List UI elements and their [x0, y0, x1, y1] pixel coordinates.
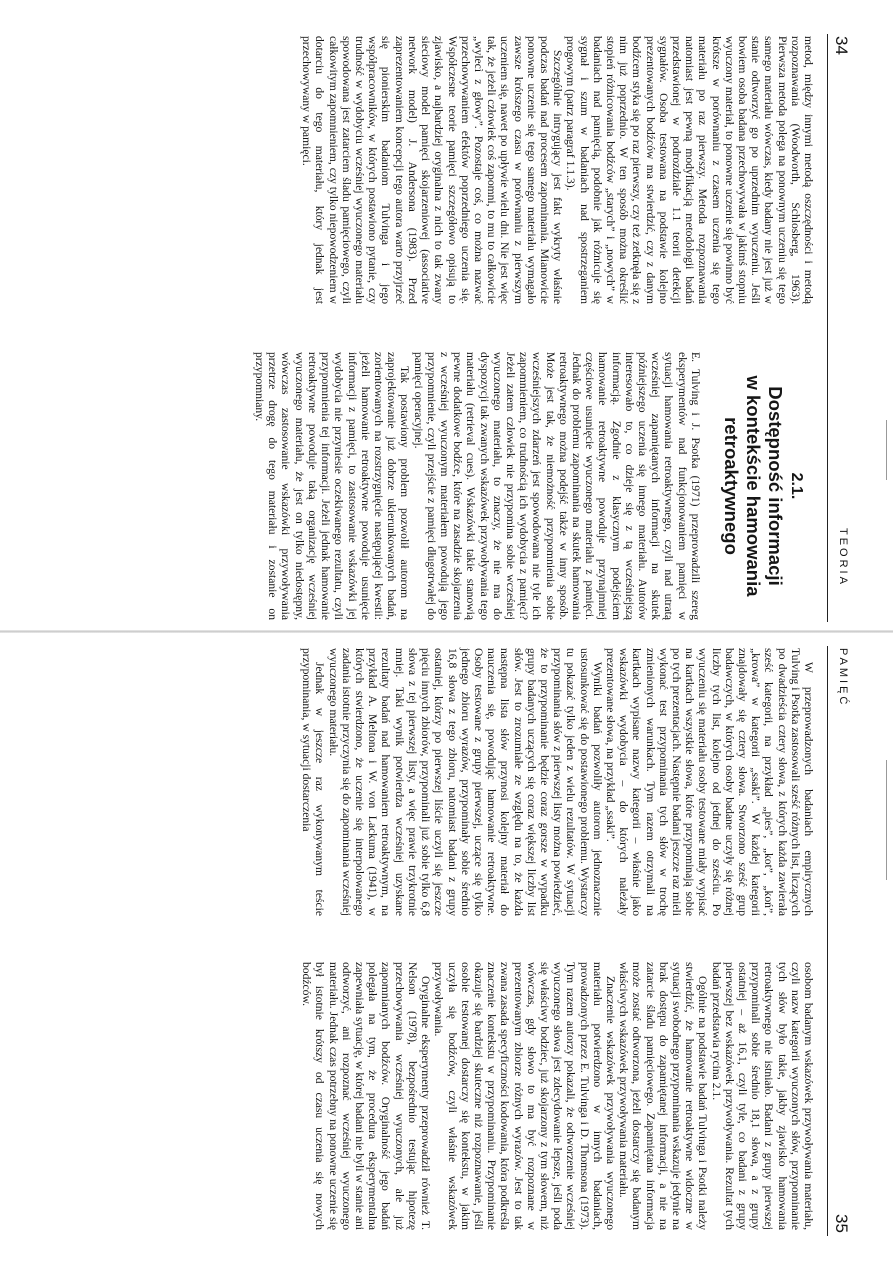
- left-page: [0, 0, 893, 631]
- text-column-2: [300, 962, 815, 1230]
- paragraph: Tak postawiony problem pozwolił autorom na zaprojektowanie już dobrze ukierunkowanych badań, zorientowanych na rozstrzygnięcie następującej kwestii: jeżeli hamowanie retroaktywne powoduje usunięcie informacji z pamięci, to zastosowanie wskazówki jej wydobycia nie przyniesie oczekiwanego rezultatu, czyli przypomnienia tej informacji. Jeżeli jednak hamowanie retroaktywne powoduje taką organizację wcześniej wyuczonego materiału, że jest on tylko niedostępny, wówczas zastosowanie wskazówki przywoływania przetrze drogę do tego materiału i zostanie on przypomniany.: [253, 352, 412, 620]
- paragraph: E. Tulving i J. Psotka (1971) przeprowadzili szereg eksperymentów nad funkcjonowaniem pamięci w sytuacji hamowania retroaktywnego, czyli nad utratą wcześniej zapamiętanych informacji na skutek późniejszego uczenia się innego materiału. Autorów interesowało to, co dzieje się z tą wcześniejszą informacją. Zgodnie z klasycznym podejściem hamowanie retroaktywne powoduje przynajmniej częściowe usunięcie wyuczonego materiału z pamięci. Jednak do problemu zapominania na skutek hamowania retroaktywnego można podejść także w inny sposób. Może jest tak, że niemożność przypomnienia sobie wcześniejszych zdarzeń jest spowodowana nie tyle ich zapomnieniem, co trudnością ich wydobycia z pamięci? Jeżeli zatem człowiek nie przypomina sobie wcześniej wyuczonego materiału, to znaczy, że nie ma do dyspozycji tak zwanych wskazówek przywoływania tego materiału (retrieval cues). Wskazówki takie stanowią pewne dodatkowe bodźce, które na zasadzie skojarzenia z wcześniej wyuczonym materiałem powodują jego przypomnienie, czyli przejście z pamięci długotrwałej do pamięci operacyjnej.: [411, 352, 702, 620]
- running-head: PAMIĘĆ: [837, 648, 849, 708]
- running-head: TEORIA: [837, 528, 849, 587]
- section-title: [720, 352, 786, 620]
- page-number: 34: [832, 36, 851, 55]
- right-page: [0, 632, 893, 1263]
- paragraph: osobom badanym wskazówek przywoływania materiału, czyli nazw kategorii wyuczonych słów, przypominanie tych słów było takie, jakby zjawisko hamowania retroaktywnego nie istniało. Badani z grupy pierwszej przypominali sobie średnio 18,1 słowa, a z grupy ostatniej – aż 16,1, czyli tyle, co badani z grupy pierwszej bez wskazówek przywoływania. Rezultat tych badań przedstawia rycina 2.1.: [709, 962, 815, 1230]
- page-number: 35: [832, 1214, 851, 1233]
- paragraph: Oryginalne eksperymenty przeprowadził również T. Nelson (1978), bezpośrednio testując hipotezę przechowywania wcześniej wyuczonych, ale już zapomnianych bodźców. Oryginalność jego badań polegała na tym, że procedura eksperymentalna zapewniała sytuację, w której badani nie byli w stanie ani odtworzyć, ani rozpoznać wcześniej wyuczonego materiału. Jednak czas potrzebny na ponowne uczenie się był istotnie krótszy od czasu uczenia się nowych bodźców.: [300, 962, 433, 1230]
- section-title-line: retroaktywnego: [720, 417, 742, 555]
- section-title-line: Dostępność informacji: [764, 386, 786, 586]
- section-title-line: w kontekście hamowania: [742, 375, 764, 597]
- text-column-1: [300, 36, 815, 304]
- text-column-1: [300, 648, 815, 916]
- header-rule: [827, 34, 828, 622]
- paragraph: Jednak w jeszcze raz wykonywanym teście przypominania, w sytuacji dostarczenia: [300, 648, 327, 916]
- paragraph: Szczególnie intrygujący jest fakt wykryty właśnie podczas badań nad procesem zapominania. Mianowicie ponowne uczenie się tego samego materiału wymagało zawsze krótszego czasu w porównaniu z pierwszym uczeniem się, nawet po upływie wielu dni. Nie jest więc tak, że jeżeli człowiek coś zapomni, to mu to całkowicie „wylecì z głowy”. Pozostaje coś, co można nazwać przechowywaniem efektów poprzedniego uczenia się. Współczesne teorie pamięci szczegółowo opisują to zjawisko, a najbardziej oryginalna z nich to tak zwany sieciowy model pamięci skojarzeniowej (associative network model) J. Andersona (1983). Przed zaprezentowaniem koncepcji tego autora warto przyjrzeć się pionierskim badaniom Tulvinga i jego współpracowników, w których postawiono pytanie, czy trudność w wydobyciu wcześniej wyuczonego materiału spowodowana jest zatarciem śladu pamięciowego, czyli całkowitym zapomnieniem, czy tylko niepowodzeniem w dotarciu do tego materiału, który jednak jest przechowywany w pamięci.: [300, 36, 565, 304]
- paragraph: Wyniki badań pozwoliły autorom jednoznacznie ustosunkować się do postawionego problemu. Wystarczy tu pokazać tylko jeden z wielu rezultatów. W sytuacji przypominania słów z pierwszej listy można powiedzieć, że to przypominanie będzie coraz gorsze w wypadku grupy badanych uczących się coraz większej liczby list słów. Jest to zrozumiałe ze względu na to, że każda następna lista słów przynosi kolejny materiał do nauczenia się, powodując hamowanie retroaktywne. Osoby testowane z grupy pierwszej, uczące się tylko jednego zbioru wyrazów, przypominały sobie średnio 16,8 słowa z tego zbioru, natomiast badani z grupy ostatniej, którzy po pierwszej liście uczyli się jeszcze pięciu innych zbiorów, przypominali już sobie tylko 6,8 słowa z tej pierwszej listy, a więc prawie trzykrotnie mniej. Taki wynik potwierdza wcześniej uzyskane rezultaty badań nad hamowaniem retroaktywnym, na przykład A. Meltona i W. von Lackuma (1941), w których stwierdzono, że uczenie się interpolowanego zadania istotnie przyczynia się do zapominania wcześniej wyuczonego materiału.: [326, 648, 604, 916]
- paragraph: Ogólnie na podstawie badań Tulvinga i Psotki należy stwierdzić, że hamowanie retroaktywne widoczne w sytuacji swobodnego przypominania wskazuje jedynie na brak dostępu do zapamiętanej informacji, a nie na zatarcie śladu pamięciowego. Zapamiętana informacja może zostać odtworzona, jeżeli dostarczy się badanym właściwych wskazówek przywoływania materiału.: [617, 962, 710, 1230]
- header-rule: [827, 646, 828, 1236]
- paragraph: metod, między innymi metodą oszczędności i metodą rozpoznawania (Woodworth, Schlosberg, 1963). Pierwsza metoda polega na ponownym uczeniu się tego samego materiału wówczas, kiedy badany nie jest już w stanie odtworzyć go po uprzednim wyuczeniu. Jeśli bowiem osoba badana przechowywała w jakimś stopniu wyuczony materiał, to ponowne uczenie się powinno być krótsze w porównaniu z czasem uczenia się tego materiału po raz pierwszy. Metoda rozpoznawania natomiast jest pewną modyfikacją metodologii badań przedstawionej w podrozdziale 1.1 teorii detekcji sygnałów. Osoba testowana na podstawie kolejno prezentowanych bodźców ma stwierdzić, czy z danym bodźcem styka się po raz pierwszy, czy też zetknęła się z nim już poprzednio. W ten sposób można określić stopień różnicowania bodźców „starych” i „nowych” w badaniach nad pamięcią, podobnie jak różnicuje się sygnał i szum w badaniach nad spostrzeganiem progowym (patrz paragraf 1.1.3).: [564, 36, 815, 304]
- text-column-2: [253, 352, 815, 620]
- paragraph: Znaczenie wskazówek przywoływania wyuczonego materiału potwierdzono w innych badaniach, prowadzonych przez E. Tulvinga i D. Thomsona (1973). Tym razem autorzy pokazali, że odtworzenie wcześniej wyuczonego słowa jest zdecydowanie lepsze, jeśli poda się właściwy bodziec, już skojarzony z tym słowem, niż wówczas, gdy słowo to ma być rozpoznane w prezentowanym zbiorze różnych wyrazów. Jest to tak zwana zasada specyficzności kodowania, która podkreśla znaczenie kontekstu w przypominaniu. Przypominanie okazuje się bardziej skuteczne niż rozpoznawanie, jeśli osobie testowanej dostarczy się kontekstu, w jakim uczyła się bodźców, czyli właśnie wskazówek przywoływania.: [432, 962, 617, 1230]
- paragraph: W przeprowadzonych badaniach empirycznych Tulving i Psotka zastosowali sześć różnych list, liczących po dwadzieścia cztery słowa, z których każda zawierała sześć kategorii, na przykład „pies”, „kot”, „koń”, „krowa” w kategorii „ssaki”. W każdej kategorii znajdowały się cztery słowa. Stworzono sześć grup badawczych, w których osoby badane uczyły się różnej liczby tych list, kolejno od jednej do sześciu. Po wyuczeniu się materiału osoby testowane miały wypisać na kartkach wszystkie słowa, które przypominają sobie po tych prezentacjach. Następnie badani jeszcze raz mieli wykonać test przypominania tych słów w trochę zmienionych warunkach. Tym razem otrzymali na kartkach wypisane nazwy kategorii – właśnie jako wskazówki wydobycia – do których należały prezentowane słowa, na przykład „ssaki”.: [603, 648, 815, 916]
- section-number: 2.1.: [788, 472, 805, 500]
